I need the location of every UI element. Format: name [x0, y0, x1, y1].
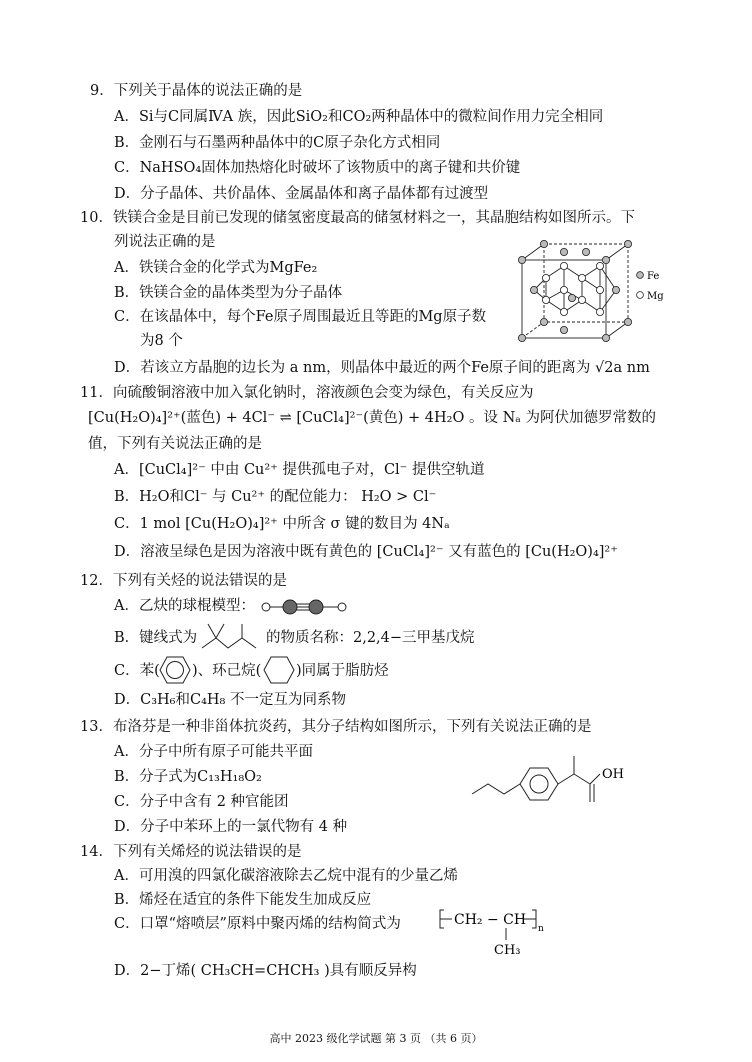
legend-fe-swatch	[637, 272, 644, 279]
q11-stem-line3: 值，下列有关说法正确的是	[88, 436, 262, 452]
q10-stem-line2: 列说法正确的是	[114, 234, 216, 250]
q13-option-d: D．分子中苯环上的一氯代物有 4 种	[114, 819, 348, 835]
carboxyl-oh-label: OH	[602, 767, 624, 782]
q12-option-a: A．乙炔的球棍模型：	[114, 598, 255, 614]
benzene-ring-icon	[158, 653, 192, 687]
q13-option-a: A．分子中所有原子可能共平面	[114, 744, 313, 760]
q14-option-d: D．2−丁烯( CH₃CH=CHCH₃ )具有顺反异构	[114, 963, 417, 979]
q10-option-c-line2: 为8 个	[140, 333, 183, 349]
q14-option-c: C．口罩“熔喷层”原料中聚丙烯的结构简式为	[114, 916, 401, 932]
q13-option-c: C．分子中含有 2 种官能团	[114, 794, 289, 810]
ibuprofen-structure	[468, 744, 648, 814]
polypropylene-methyl: CH₃	[494, 943, 521, 958]
q11-option-b: B．H₂O和Cl⁻ 与 Cu²⁺ 的配位能力： H₂O > Cl⁻	[114, 489, 437, 505]
q10-option-a: A．铁镁合金的化学式为MgFe₂	[114, 260, 318, 276]
legend-mg-swatch	[637, 292, 644, 299]
legend-fe-label: Fe	[647, 271, 660, 282]
q12-option-c-part1: C．苯(	[114, 663, 160, 679]
q14-option-a: A．可用溴的四氯化碳溶液除去乙烷中混有的少量乙烯	[114, 868, 458, 884]
q12-option-c-part2: )、环己烷(	[192, 663, 262, 679]
q14-stem: 14．下列有关烯烃的说法错误的是	[80, 844, 302, 860]
q13-option-b: B．分子式为C₁₃H₁₈O₂	[114, 769, 262, 785]
polypropylene-n: n	[538, 924, 544, 934]
q10-stem-line1: 10．铁镁合金是目前已发现的储氢密度最高的储氢材料之一，其晶胞结构如图所示。下	[80, 210, 635, 226]
q11-option-a: A．[CuCl₄]²⁻ 中由 Cu²⁺ 提供孤电子对，Cl⁻ 提供空轨道	[114, 462, 485, 478]
q12-option-d: D．C₃H₆和C₄H₈ 不一定互为同系物	[114, 692, 346, 708]
q13-stem: 13．布洛芬是一种非甾体抗炎药，其分子结构如图所示，下列有关说法正确的是	[80, 719, 592, 735]
q9-option-a: A．Si与C同属ⅣA 族，因此SiO₂和CO₂两种晶体中的微粒间作用力完全相同	[114, 109, 604, 125]
q9-option-b: B．金刚石与石墨两种晶体中的C原子杂化方式相同	[114, 135, 441, 151]
q9-stem: 9．下列关于晶体的说法正确的是	[90, 83, 303, 99]
polypropylene-formula	[438, 906, 546, 960]
skeletal-formula-trimethylpentane	[198, 620, 264, 654]
polypropylene-main-chain: CH₂ − CH	[454, 912, 527, 928]
q12-option-b-suffix: 的物质名称：2,2,4−三甲基戊烷	[266, 630, 475, 646]
legend-mg-label: Mg	[647, 291, 664, 302]
q11-stem-line2: [Cu(H₂O)₄]²⁺(蓝色) + 4Cl⁻ ⇌ [CuCl₄]²⁻(黄色) + 4H₂O 。设 Nₐ 为阿伏加德罗常数的	[88, 410, 656, 426]
q11-option-d: D．溶液呈绿色是因为溶液中既有黄色的 [CuCl₄]²⁻ 又有蓝色的 [Cu(H₂O)₄]²⁺	[114, 544, 618, 560]
cyclohexane-ring-icon	[262, 653, 296, 687]
q12-stem: 12．下列有关烃的说法错误的是	[80, 573, 287, 589]
q11-option-c: C．1 mol [Cu(H₂O)₄]²⁺ 中所含 σ 键的数目为 4Nₐ	[114, 516, 450, 532]
q12-option-b-prefix: B．键线式为	[114, 630, 198, 646]
q12-option-c-part3: )同属于脂肪烃	[296, 663, 389, 679]
q9-option-d: D．分子晶体、共价晶体、金属晶体和离子晶体都有过渡型	[114, 186, 489, 202]
crystal-cell-figure	[516, 238, 686, 343]
page-footer: 高中 2023 级化学试题 第 3 页 （共 6 页）	[269, 1032, 483, 1045]
q10-option-b: B．铁镁合金的晶体类型为分子晶体	[114, 285, 343, 301]
q10-option-d: D．若该立方晶胞的边长为 a nm，则晶体中最近的两个Fe原子间的距离为 √2a nm	[114, 360, 650, 376]
q9-option-c: C．NaHSO₄固体加热熔化时破坏了该物质中的离子键和共价键	[114, 160, 521, 176]
q11-stem-line1: 11．向硫酸铜溶液中加入氯化钠时，溶液颜色会变为绿色，有关反应为	[80, 385, 534, 401]
q10-option-c-line1: C．在该晶体中，每个Fe原子周围最近且等距的Mg原子数	[114, 309, 487, 325]
acetylene-ball-stick-model	[258, 597, 350, 617]
q14-option-b: B．烯烃在适宜的条件下能发生加成反应	[114, 892, 372, 908]
